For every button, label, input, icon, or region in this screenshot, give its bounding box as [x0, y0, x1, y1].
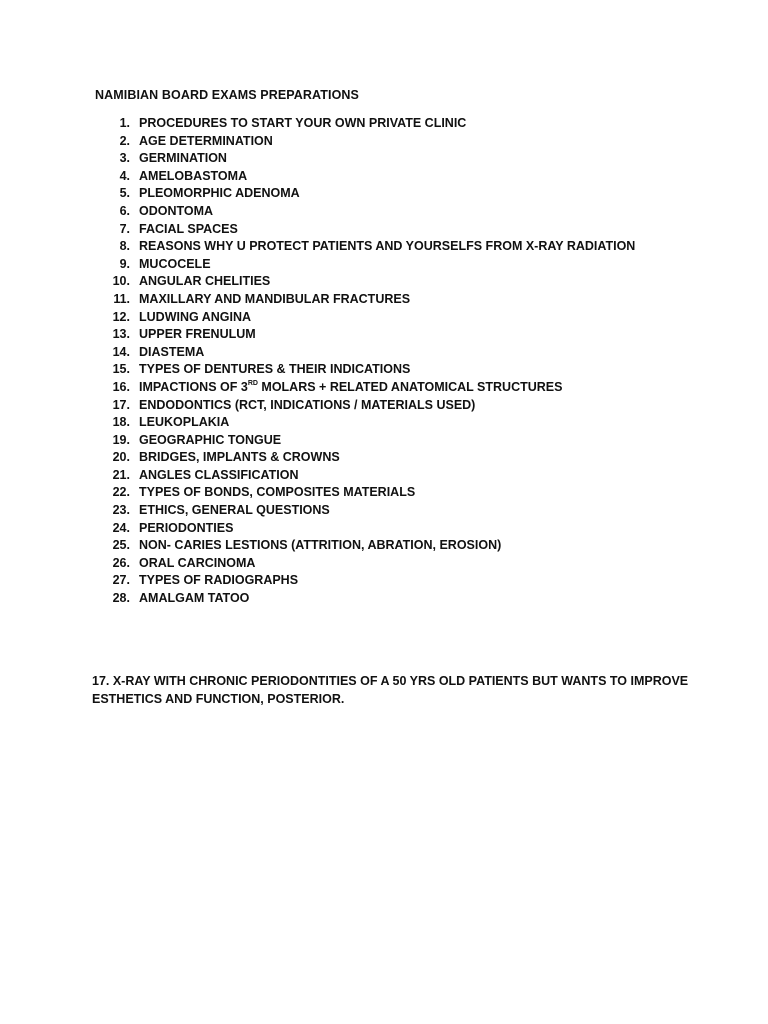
list-item-number: 19.: [112, 432, 130, 447]
list-item-text: LUDWING ANGINA: [139, 309, 252, 324]
list-item-number: 9.: [119, 256, 130, 271]
list-item-number: 2.: [119, 133, 130, 148]
list-item-number: 10.: [112, 274, 130, 289]
list-item-number: 26.: [112, 555, 130, 570]
list-item-number: 14.: [112, 344, 130, 359]
list-item-text: TYPES OF BONDS, COMPOSITES MATERIALS: [139, 485, 416, 500]
document-title: NAMIBIAN BOARD EXAMS PREPARATIONS: [95, 88, 359, 102]
list-item-number: 23.: [112, 503, 130, 518]
list-item-text: PLEOMORPHIC ADENOMA: [139, 186, 300, 201]
list-item-text: TYPES OF DENTURES & THEIR INDICATIONS: [139, 362, 411, 377]
list-item-text: ORAL CARCINOMA: [139, 555, 256, 570]
list-item-text: REASONS WHY U PROTECT PATIENTS AND YOURSELFS FROM X-RAY RADIATION: [139, 239, 636, 254]
list-item-text: GERMINATION: [139, 151, 227, 166]
list-item-text: AMALGAM TATOO: [139, 591, 250, 606]
list-item-text: MUCOCELE: [139, 256, 211, 271]
list-item-text: PROCEDURES TO START YOUR OWN PRIVATE CLINIC: [139, 116, 467, 130]
list-item-text: FACIAL SPACES: [139, 221, 238, 236]
list-item-number: 4.: [119, 168, 130, 183]
list-item-text-part: IMPACTIONS OF 3: [139, 379, 248, 394]
list-item-text: ETHICS, GENERAL QUESTIONS: [139, 503, 330, 518]
list-item-number: 7.: [119, 221, 130, 236]
list-item-number: 11.: [113, 291, 130, 306]
list-item-number: 21.: [112, 467, 130, 482]
list-item-number: 22.: [112, 485, 130, 500]
list-item-text-part: MOLARS + RELATED ANATOMICAL STRUCTURES: [257, 379, 563, 394]
list-item-number: 18.: [112, 415, 130, 430]
list-item-text: DIASTEMA: [139, 344, 205, 359]
list-item-text: TYPES OF RADIOGRAPHS: [139, 573, 299, 588]
list-item-text: UPPER FRENULUM: [139, 327, 256, 342]
list-item-text: AGE DETERMINATION: [139, 133, 273, 148]
list-item-text: ANGLES CLASSIFICATION: [139, 467, 299, 482]
list-item-text: NON- CARIES LESTIONS (ATTRITION, ABRATION, EROSION): [139, 538, 502, 553]
list-item-number: 13.: [112, 327, 130, 342]
list-item-number: 27.: [112, 573, 130, 588]
list-item-superscript: RD: [247, 379, 258, 387]
list-item-number: 12.: [112, 309, 130, 324]
list-item-text: BRIDGES, IMPLANTS & CROWNS: [139, 450, 340, 465]
list-item-text: GEOGRAPHIC TONGUE: [139, 432, 282, 447]
list-item-text: [139, 379, 562, 397]
list-item-number: 1.: [119, 116, 130, 130]
list-item-text: LEUKOPLAKIA: [139, 415, 230, 430]
list-item-number: 25.: [112, 538, 130, 553]
list-item-text: ENDODONTICS (RCT, INDICATIONS / MATERIALS USED): [139, 397, 476, 412]
list-item-number: 8.: [119, 239, 130, 254]
question-text: 17. X-RAY WITH CHRONIC PERIODONTITIES OF A 50 YRS OLD PATIENTS BUT WANTS TO IMPROVE ESTHETICS AND FUNCTION, POSTERIOR.: [92, 674, 689, 706]
list-item-text: ODONTOMA: [139, 203, 214, 218]
list-item-number: 15.: [112, 362, 130, 377]
list-item-number: 24.: [112, 520, 130, 535]
list-item-number: 20.: [112, 450, 130, 465]
list-item-number: 5.: [119, 186, 130, 201]
list-item-number: 16.: [112, 379, 130, 394]
list-item-text: ANGULAR CHELITIES: [139, 274, 271, 289]
list-item-number: 3.: [119, 151, 130, 166]
list-item-number: 28.: [112, 591, 130, 606]
list-item-text: PERIODONTIES: [139, 520, 234, 535]
list-item-number: 6.: [119, 203, 130, 218]
list-item-text: MAXILLARY AND MANDIBULAR FRACTURES: [139, 291, 411, 306]
list-item-text: AMELOBASTOMA: [139, 168, 248, 183]
list-item-number: 17.: [112, 397, 130, 412]
